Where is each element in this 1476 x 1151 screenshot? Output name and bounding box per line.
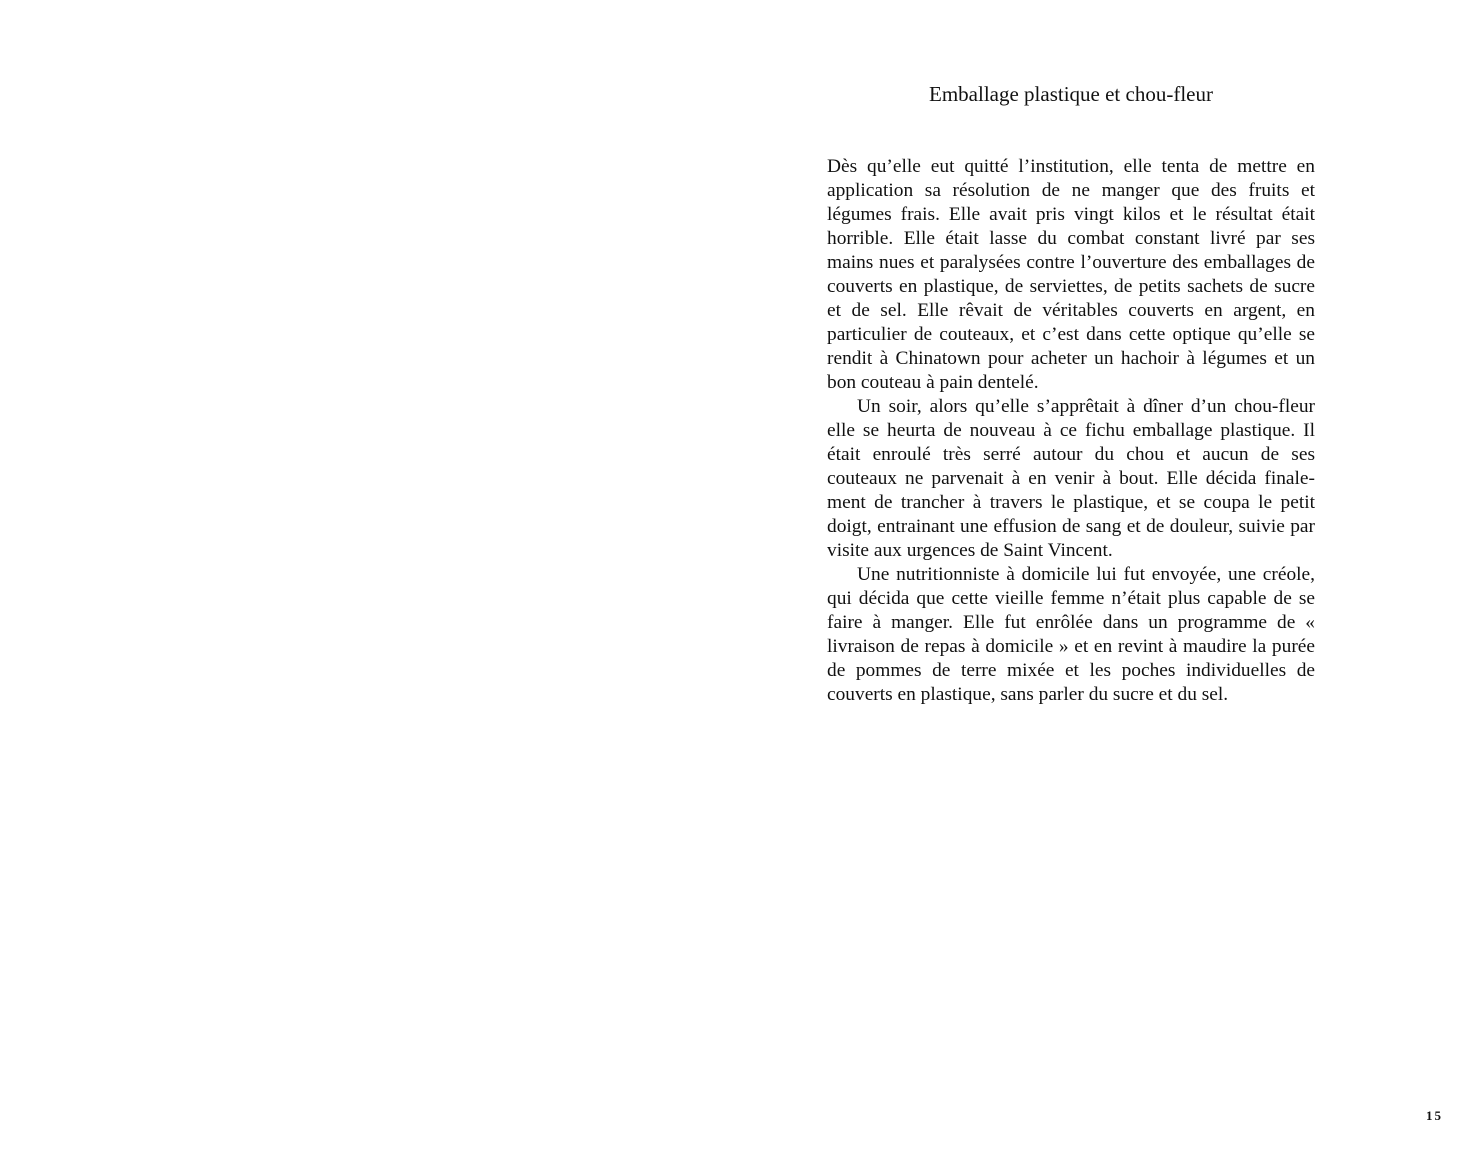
page-number: 15 <box>1426 1108 1443 1123</box>
right-page <box>738 0 1476 1151</box>
chapter-title: Emballage plastique et chou-fleur <box>929 82 1213 106</box>
paragraph-3: Une nutritionniste à domicile lui fut envoyée, une créole, qui décida que cette vieille femme n’était plus capable de se faire à manger. Elle fut enrôlée dans un programme de « livraison de repas à domicile » et en revint à maudire la purée de pommes de terre mixée et les poches individuelles de couverts en plastique, sans parler du sucre et du sel. <box>827 564 1315 705</box>
paragraph-1: Dès qu’elle eut quitté l’institution, elle tenta de mettre en application sa résolution de ne manger que des fruits et légumes frais. Elle avait pris vingt kilos et le résultat était horrible. Elle était lasse du combat constant livré par ses mains nues et paralysées contre l’ouverture des emballages de couverts en plastique, de serviettes, de petits sachets de sucre et de sel. Elle rêvait de véritables couverts en argent, en particulier de couteaux, et c’est dans cette optique qu’elle se rendit à Chinatown pour acheter un hachoir à légumes et un bon couteau à pain dentelé. <box>827 156 1315 393</box>
paragraph-2: Un soir, alors qu’elle s’apprêtait à dîner d’un chou-fleur elle se heurta de nouveau à ce fichu emballage plastique. Il était enroulé très serré autour du chou et aucun de ses couteaux ne parvenait à en venir à bout. Elle décida finalement de trancher à travers le plastique, et se coupa le petit doigt, entrainant une effusion de sang et de douleur, suivie par visite aux urgences de Saint Vincent. <box>827 396 1315 561</box>
chapter-body <box>827 155 1315 707</box>
